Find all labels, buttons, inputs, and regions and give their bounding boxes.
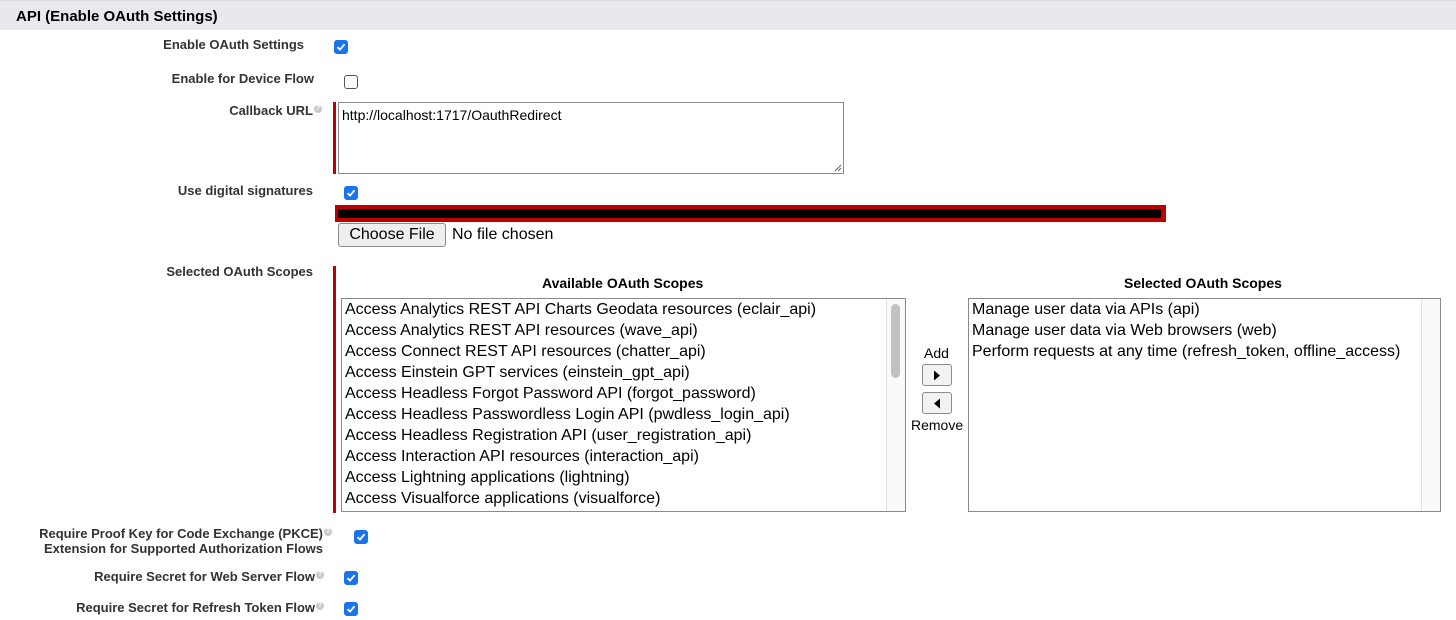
list-item[interactable]: Access Headless Forgot Password API (forgot_password) (345, 385, 756, 402)
scrollbar[interactable] (1421, 299, 1440, 511)
section-title: API (Enable OAuth Settings) (16, 8, 218, 25)
callback-url-value: http://localhost:1717/OauthRedirect (342, 107, 562, 123)
required-indicator (333, 266, 336, 513)
list-item[interactable]: Access Analytics REST API resources (wave_api) (345, 322, 698, 339)
digital-signatures-checkbox[interactable] (344, 186, 358, 200)
enable-oauth-label (163, 37, 304, 52)
secret-web-server-label-text: Require Secret for Web Server Flow (94, 569, 315, 584)
resize-grip-icon[interactable] (832, 162, 842, 172)
arrow-right-icon (933, 370, 941, 381)
digital-signatures-label (178, 183, 313, 198)
help-icon[interactable]: ? (317, 602, 323, 609)
available-scopes-list[interactable] (341, 298, 906, 512)
secret-refresh-label (76, 600, 324, 615)
device-flow-label (172, 71, 314, 86)
pkce-label-line1: Require Proof Key for Code Exchange (PKCE) (39, 526, 323, 541)
choose-file-label: Choose File (349, 226, 435, 243)
remove-button[interactable] (922, 392, 952, 414)
secret-refresh-label-text: Require Secret for Refresh Token Flow (76, 600, 315, 615)
required-indicator (333, 102, 336, 174)
available-scopes-heading: Available OAuth Scopes (542, 275, 704, 291)
device-flow-label-text: Enable for Device Flow (171, 71, 314, 86)
checkmark-icon (346, 604, 356, 614)
list-item[interactable]: Access Einstein GPT services (einstein_gpt_api) (345, 364, 690, 381)
scrollbar[interactable] (886, 299, 905, 511)
remove-label: Remove (911, 417, 964, 433)
list-item[interactable]: Perform requests at any time (refresh_token, offline_access) (972, 343, 1401, 360)
checkmark-icon (346, 188, 356, 198)
file-status-text: No file chosen (452, 226, 554, 243)
list-item[interactable]: Access Interaction API resources (interaction_api) (345, 448, 699, 465)
callback-url-textarea[interactable] (338, 102, 844, 174)
pkce-label-line2: Extension for Supported Authorization Flows (43, 541, 323, 556)
list-item[interactable]: Access Visualforce applications (visualforce) (345, 490, 661, 507)
pkce-label (39, 526, 332, 556)
redacted-region (335, 205, 1166, 222)
redaction-bar (338, 209, 1161, 218)
callback-url-label-text: Callback URL (229, 103, 313, 118)
help-icon[interactable]: ? (315, 105, 321, 112)
callback-url-label (229, 103, 322, 118)
list-item[interactable]: Access Analytics REST API Charts Geodata resources (eclair_api) (345, 301, 817, 318)
secret-web-server-checkbox[interactable] (344, 571, 358, 585)
add-button[interactable] (922, 364, 952, 386)
list-item[interactable]: Access Headless Passwordless Login API (pwdless_login_api) (345, 406, 790, 423)
arrow-left-icon (933, 398, 941, 409)
scrollbar-thumb[interactable] (891, 304, 900, 378)
list-item[interactable]: Access Headless Registration API (user_registration_api) (345, 427, 752, 444)
checkmark-icon (346, 573, 356, 583)
list-item[interactable]: Access Lightning applications (lightning) (345, 469, 630, 486)
choose-file-button[interactable] (338, 223, 446, 247)
checkmark-icon (356, 532, 366, 542)
enable-oauth-checkbox[interactable] (334, 40, 348, 54)
checkmark-icon (336, 42, 346, 52)
pkce-checkbox[interactable] (354, 530, 368, 544)
list-item[interactable]: Access Connect REST API resources (chatter_api) (345, 343, 706, 360)
selected-scopes-heading: Selected OAuth Scopes (1124, 275, 1282, 291)
help-icon[interactable]: ? (325, 528, 331, 535)
section-header (0, 0, 1456, 30)
device-flow-checkbox[interactable] (344, 75, 358, 89)
oauth-scopes-label-text: Selected OAuth Scopes (166, 264, 313, 279)
selected-scopes-list[interactable] (968, 298, 1441, 512)
list-item[interactable]: Manage user data via APIs (api) (972, 301, 1200, 318)
list-item[interactable]: Manage user data via Web browsers (web) (972, 322, 1277, 339)
digital-signatures-label-text: Use digital signatures (177, 183, 313, 198)
enable-oauth-label-text: Enable OAuth Settings (163, 37, 304, 52)
secret-web-server-label (94, 569, 324, 584)
help-icon[interactable]: ? (317, 571, 323, 578)
secret-refresh-checkbox[interactable] (344, 602, 358, 616)
add-label: Add (924, 345, 949, 361)
oauth-scopes-label (166, 264, 313, 279)
